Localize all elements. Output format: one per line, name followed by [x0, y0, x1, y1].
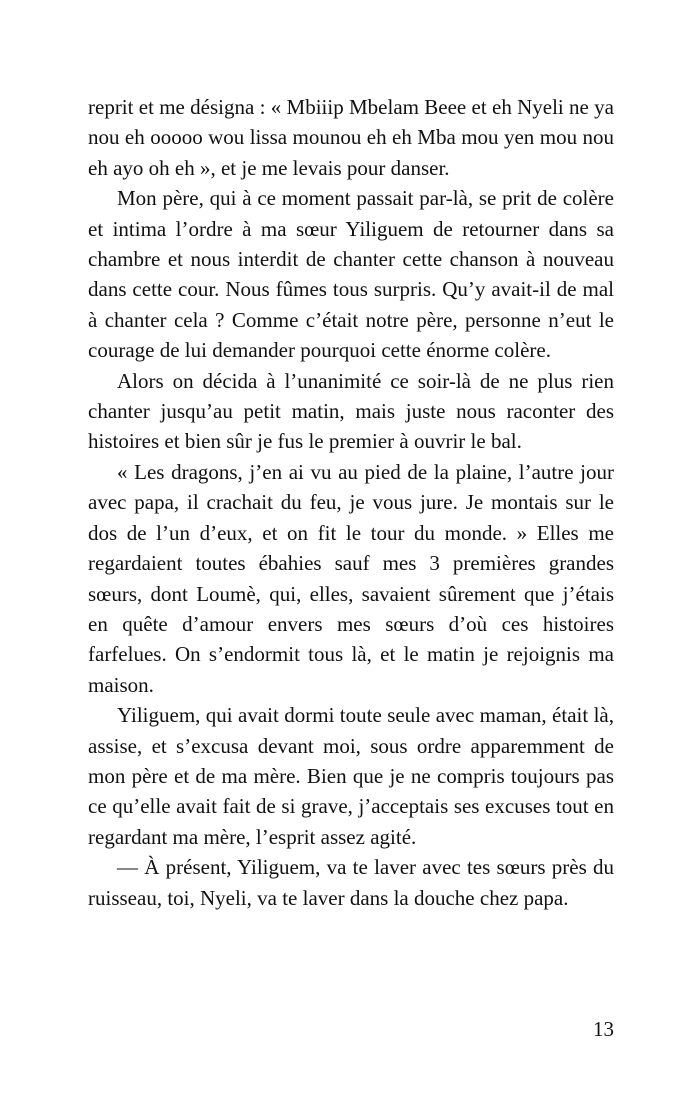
page-number: 13 [593, 1017, 614, 1041]
paragraph-3: Alors on décida à l’unanimité ce soir-là de ne plus rien chanter jusqu’au petit matin, mais juste nous raconter des histoires et bien sûr je fus le premier à ouvrir le bal. [88, 368, 614, 454]
body-text [88, 92, 614, 913]
paragraph-4: « Les dragons, j’en ai vu au pied de la plaine, l’autre jour avec papa, il crachait du feu, je vous jure. Je montais sur le dos de l’un d’eux, et on fit le tour du monde. » Elles me regardaient toutes ébahies sauf mes 3 premières grandes sœurs, dont Loumè, qui, elles, savaient sûrement que j’étais en quête d’amour envers mes sœurs d’où ces histoires farfelues. On s’endormit tous là, et le matin je rejoignis ma maison. [88, 459, 614, 697]
paragraph-6: — À présent, Yiliguem, va te laver avec tes sœurs près du ruisseau, toi, Nyeli, va te laver dans la douche chez papa. [88, 855, 614, 910]
paragraph-1: reprit et me désigna : « Mbiiip Mbelam Beee et eh Nyeli ne ya nou eh ooooo wou lissa mounou eh eh Mba mou yen mou nou eh ayo oh eh », et je me levais pour danser. [88, 95, 614, 180]
paragraph-5: Yiliguem, qui avait dormi toute seule avec maman, était là, assise, et s’excusa devant moi, sous ordre apparemment de mon père et de ma mère. Bien que je ne compris toujours pas ce qu’elle avait fait de si grave, j’acceptais ses excuses tout en regardant ma mère, l’esprit assez agité. [88, 703, 614, 849]
paragraph-2: Mon père, qui à ce moment passait par-là, se prit de colère et intima l’ordre à ma sœur Yiliguem de retourner dans sa chambre et nous interdit de chanter cette chanson à nouveau dans cette cour. Nous fûmes tous surpris. Qu’y avait-il de mal à chanter cela ? Comme c’était notre père, personne n’eut le courage de lui demander pourquoi cette énorme colère. [88, 186, 614, 363]
